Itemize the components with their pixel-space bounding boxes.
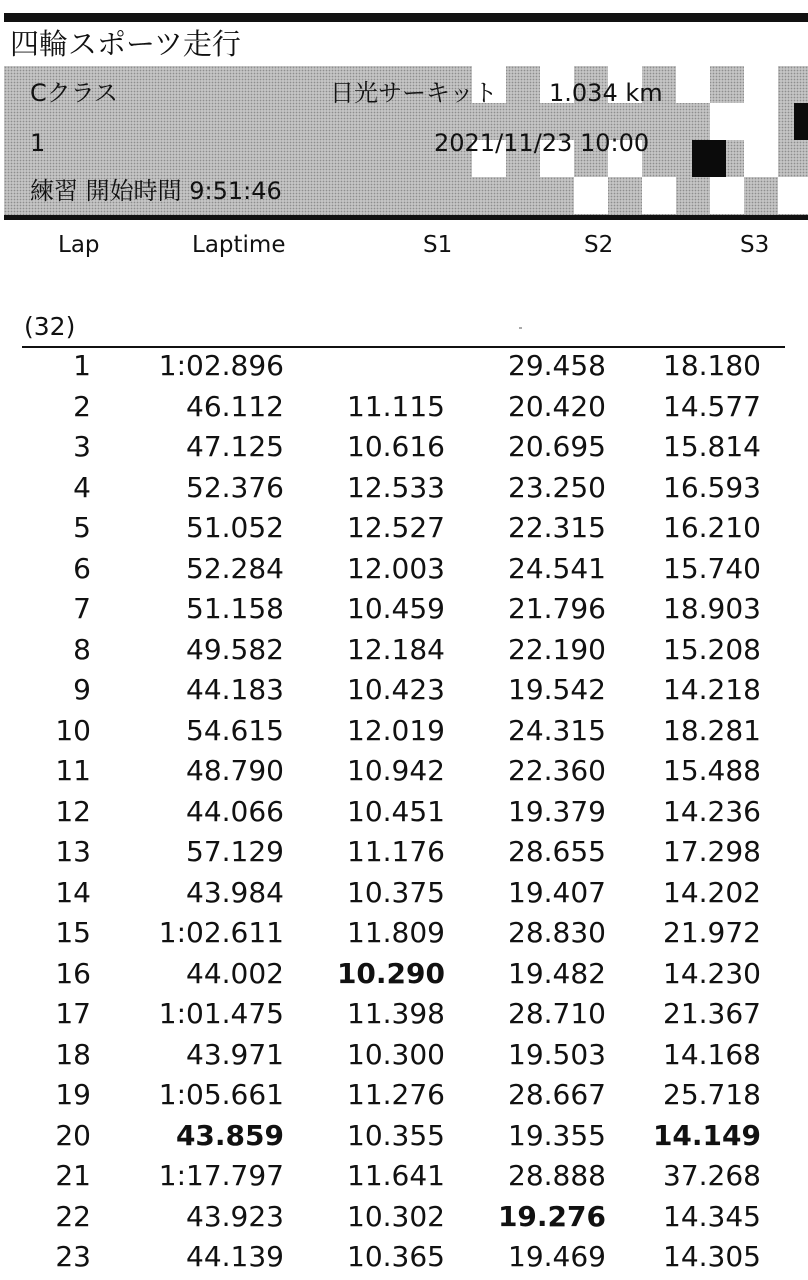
cell-lap: 18	[55, 1037, 91, 1071]
table-row	[0, 427, 808, 468]
cell-s2: 28.888	[508, 1159, 606, 1192]
cell-laptime: 1:02.896	[158, 349, 284, 382]
cell-s1: 10.302	[347, 1199, 445, 1233]
cell-laptime: 44.183	[186, 673, 284, 706]
circuit-distance: 1.034 km	[549, 79, 663, 107]
cell-laptime: 51.158	[186, 592, 284, 625]
cell-s1: 11.115	[347, 389, 445, 423]
cell-s3: 14.149	[652, 1118, 761, 1152]
cell-s2: 24.541	[508, 551, 606, 585]
cell-s1: 11.176	[347, 835, 445, 868]
cell-lap: 23	[55, 1240, 91, 1273]
cell-s2: 22.190	[508, 632, 606, 666]
cell-s3: 18.180	[663, 349, 761, 382]
cell-laptime: 52.376	[186, 470, 284, 504]
cell-laptime: 57.129	[186, 835, 284, 868]
cell-s1: 11.641	[347, 1159, 445, 1192]
cell-s3: 21.367	[663, 997, 761, 1030]
col-header-lap: Lap	[58, 232, 100, 258]
cell-lap: 20	[55, 1118, 91, 1152]
table-row	[0, 994, 808, 1035]
cell-laptime: 1:01.475	[158, 997, 284, 1030]
header-bottom-rule	[4, 215, 808, 220]
circuit-name: 日光サーキット	[330, 79, 498, 107]
cell-s1: 11.809	[347, 916, 445, 949]
cell-lap: 17	[55, 997, 91, 1030]
session-datetime: 2021/11/23 10:00	[434, 129, 650, 157]
cell-s3: 15.740	[663, 551, 761, 585]
cell-s1: 10.290	[336, 956, 445, 990]
cell-lap: 12	[55, 794, 91, 828]
scan-speck	[519, 327, 522, 329]
table-row	[0, 1075, 808, 1116]
table-row	[0, 1237, 808, 1278]
cell-s1: 10.459	[347, 592, 445, 625]
cell-lap: 15	[55, 916, 91, 949]
cell-lap: 19	[55, 1078, 91, 1111]
cell-laptime: 54.615	[186, 713, 284, 747]
cell-s3: 25.718	[663, 1078, 761, 1111]
cell-s2: 19.469	[508, 1240, 606, 1273]
cell-laptime: 48.790	[186, 754, 284, 787]
cell-s3: 37.268	[663, 1159, 761, 1192]
cell-s2: 19.482	[508, 956, 606, 990]
cell-s3: 18.903	[663, 592, 761, 625]
col-header-s3: S3	[740, 232, 770, 258]
cell-lap: 13	[55, 835, 91, 868]
cell-lap: 16	[55, 956, 91, 990]
cell-s1: 10.355	[347, 1118, 445, 1152]
cell-s2: 20.695	[508, 430, 606, 463]
cell-s1: 10.300	[347, 1037, 445, 1071]
cell-s1: 10.451	[347, 794, 445, 828]
cell-lap: 11	[55, 754, 91, 787]
cell-laptime: 46.112	[186, 389, 284, 423]
session-title: 四輪スポーツ走行	[10, 27, 241, 61]
table-row	[0, 1035, 808, 1076]
cell-s2: 28.710	[508, 997, 606, 1030]
cell-s3: 14.236	[663, 794, 761, 828]
cell-s1: 12.003	[347, 551, 445, 585]
table-row	[0, 751, 808, 792]
table-row	[0, 711, 808, 752]
cell-s1: 12.184	[347, 632, 445, 666]
class-name: Cクラス	[30, 79, 119, 107]
cell-lap: 9	[73, 673, 91, 706]
top-rule	[4, 13, 808, 22]
table-row	[0, 387, 808, 428]
cell-s2: 28.667	[508, 1078, 606, 1111]
cell-lap: 7	[73, 592, 91, 625]
cell-s2: 24.315	[508, 713, 606, 747]
cell-s3: 21.972	[663, 916, 761, 949]
cell-s2: 22.360	[508, 754, 606, 787]
cell-s3: 16.210	[663, 511, 761, 544]
cell-s1: 12.019	[347, 713, 445, 747]
cell-s3: 14.345	[663, 1199, 761, 1233]
group-label: (32)	[24, 312, 76, 341]
cell-s1: 11.276	[347, 1078, 445, 1111]
cell-s2: 19.379	[508, 794, 606, 828]
cell-laptime: 51.052	[186, 511, 284, 544]
cell-laptime: 44.139	[186, 1240, 284, 1273]
cell-s3: 14.202	[663, 875, 761, 909]
col-header-s2: S2	[584, 232, 614, 258]
cell-s2: 19.503	[508, 1037, 606, 1071]
cell-lap: 14	[55, 875, 91, 909]
cell-lap: 2	[73, 389, 91, 423]
cell-lap: 6	[73, 551, 91, 585]
session-start: 練習 開始時間 9:51:46	[30, 177, 282, 205]
cell-s1: 10.375	[347, 875, 445, 909]
cell-lap: 1	[73, 349, 91, 382]
cell-s1: 10.942	[347, 754, 445, 787]
cell-s2: 29.458	[508, 349, 606, 382]
cell-s1: 12.527	[347, 511, 445, 544]
cell-lap: 5	[73, 511, 91, 544]
cell-s2: 22.315	[508, 511, 606, 544]
table-row	[0, 873, 808, 914]
table-row	[0, 468, 808, 509]
table-row	[0, 954, 808, 995]
cell-laptime: 43.971	[186, 1037, 284, 1071]
cell-laptime: 1:02.611	[158, 916, 284, 949]
cell-lap: 21	[55, 1159, 91, 1192]
session-header	[4, 66, 808, 215]
lap-table	[0, 346, 808, 1278]
col-header-s1: S1	[423, 232, 453, 258]
cell-lap: 4	[73, 470, 91, 504]
cell-s1: 10.365	[347, 1240, 445, 1273]
cell-s1: 11.398	[347, 997, 445, 1030]
table-row	[0, 832, 808, 873]
cell-s3: 17.298	[663, 835, 761, 868]
cell-s3: 15.488	[663, 754, 761, 787]
cell-s3: 14.305	[663, 1240, 761, 1273]
table-row	[0, 670, 808, 711]
col-header-laptime: Laptime	[192, 232, 286, 258]
cell-laptime: 44.002	[186, 956, 284, 990]
cell-laptime: 52.284	[186, 551, 284, 585]
table-row	[0, 913, 808, 954]
table-row	[0, 549, 808, 590]
cell-laptime: 49.582	[186, 632, 284, 666]
cell-s1: 10.616	[347, 430, 445, 463]
cell-s3: 15.208	[663, 632, 761, 666]
cell-s2: 23.250	[508, 470, 606, 504]
cell-s2: 19.542	[508, 673, 606, 706]
cell-laptime: 43.984	[186, 875, 284, 909]
cell-s3: 14.218	[663, 673, 761, 706]
cell-s3: 14.168	[663, 1037, 761, 1071]
cell-laptime: 47.125	[186, 430, 284, 463]
table-row	[0, 346, 808, 387]
cell-laptime: 43.859	[175, 1118, 284, 1152]
cell-lap: 10	[55, 713, 91, 747]
cell-s2: 19.407	[508, 875, 606, 909]
cell-lap: 8	[73, 632, 91, 666]
table-row	[0, 792, 808, 833]
cell-s2: 19.276	[497, 1199, 606, 1233]
table-row	[0, 630, 808, 671]
cell-s2: 28.830	[508, 916, 606, 949]
cell-s3: 14.577	[663, 389, 761, 423]
cell-s3: 16.593	[663, 470, 761, 504]
cell-s2: 19.355	[508, 1118, 606, 1152]
cell-lap: 3	[73, 430, 91, 463]
cell-s3: 18.281	[663, 713, 761, 747]
table-row	[0, 589, 808, 630]
cell-laptime: 44.066	[186, 794, 284, 828]
cell-s3: 15.814	[663, 430, 761, 463]
cell-laptime: 43.923	[186, 1199, 284, 1233]
table-row	[0, 508, 808, 549]
table-row	[0, 1156, 808, 1197]
cell-s1: 12.533	[347, 470, 445, 504]
cell-s3: 14.230	[663, 956, 761, 990]
table-row	[0, 1116, 808, 1157]
cell-laptime: 1:17.797	[158, 1159, 284, 1192]
cell-s2: 28.655	[508, 835, 606, 868]
cell-lap: 22	[55, 1199, 91, 1233]
table-row	[0, 1197, 808, 1238]
entry-number: 1	[30, 129, 46, 157]
cell-laptime: 1:05.661	[158, 1078, 284, 1111]
cell-s2: 21.796	[508, 592, 606, 625]
cell-s1: 10.423	[347, 673, 445, 706]
cell-s2: 20.420	[508, 389, 606, 423]
